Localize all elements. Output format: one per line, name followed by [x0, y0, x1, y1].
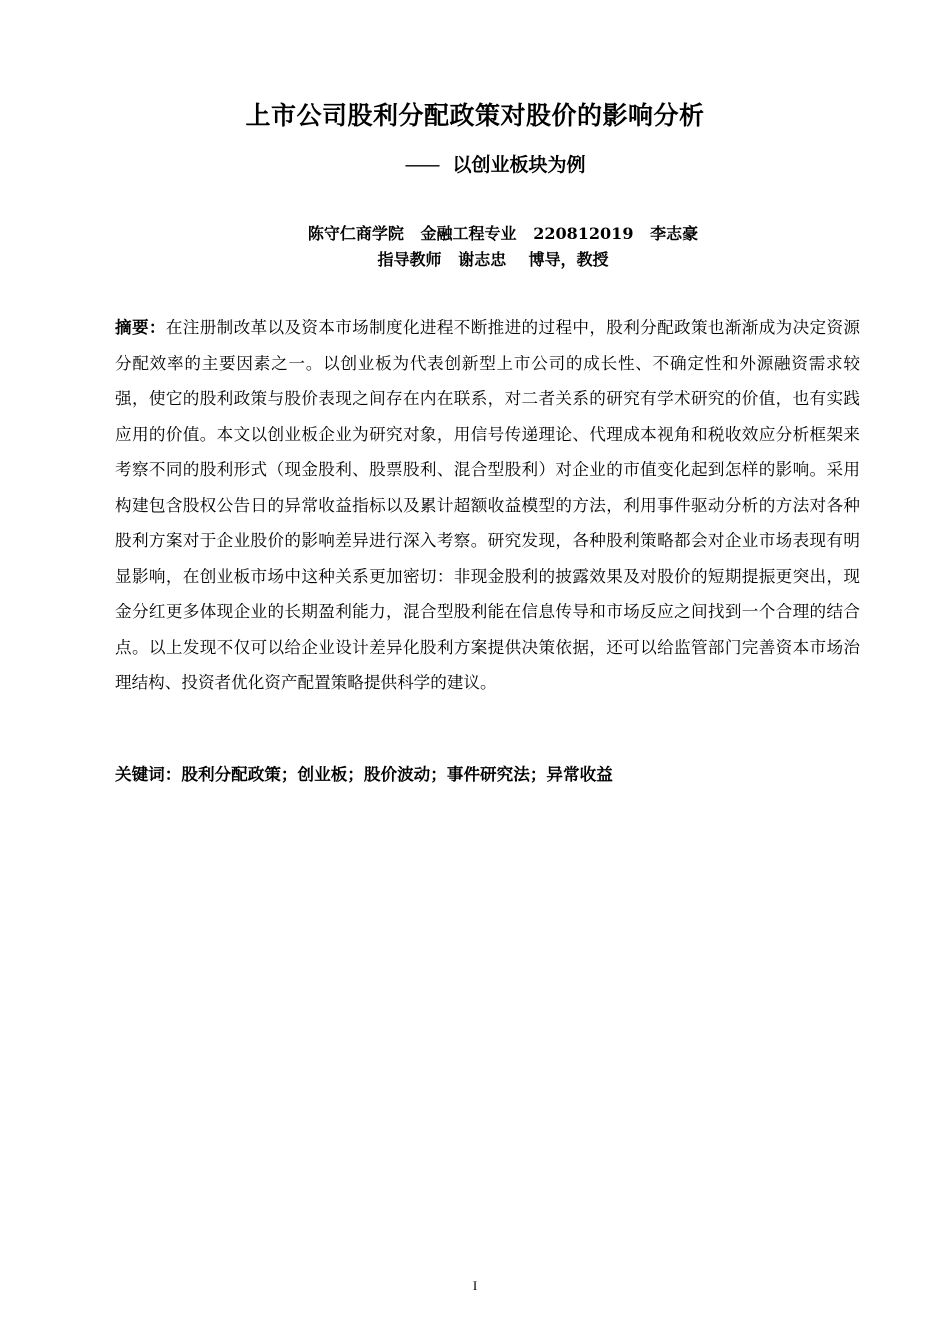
- paper-subtitle: [0, 150, 950, 177]
- keywords-label: 关键词：: [115, 765, 182, 784]
- keywords-text: 股利分配政策；创业板；股价波动；事件研究法；异常收益: [181, 765, 613, 784]
- subtitle-dash: ——: [404, 154, 439, 176]
- page-number: I: [472, 1278, 478, 1293]
- abstract: [115, 310, 860, 701]
- subtitle-text: 以创业板块为例: [452, 154, 586, 176]
- advisor-info: 指导教师 谢志忠 博导，教授: [377, 250, 609, 269]
- paper-title: 上市公司股利分配政策对股价的影响分析: [245, 101, 705, 130]
- keywords: [115, 760, 860, 790]
- abstract-text: 在注册制改革以及资本市场制度化进程不断推进的过程中，股利分配政策也渐渐成为决定资源分配效率的主要因素之一。以创业板为代表创新型上市公司的成长性、不确定性和外源融资需求较强，使它的股利政策与股价表现之间存在内在联系，对二者关系的研究有学术研究的价值，也有实践应用的价值。本文以创业板企业为研究对象，用信号传递理论、代理成本视角和税收效应分析框架来考察不同的股利形式（现金股利、股票股利、混合型股利）对企业的市值变化起到怎样的影响。采用构建包含股权公告日的异常收益指标以及累计超额收益模型的方法，利用事件驱动分析的方法对各种股利方案对于企业股价的影响差异进行深入考察。研究发现，各种股利策略都会对企业市场表现有明显影响，在创业板市场中这种关系更加密切：非现金股利的披露效果及对股价的短期提振更突出，现金分红更多体现企业的长期盈利能力，混合型股利能在信息传导和市场反应之间找到一个合理的结合点。以上发现不仅可以给企业设计差异化股利方案提供决策依据，还可以给监管部门完善资本市场治理结构、投资者优化资产配置策略提供科学的建议。: [115, 318, 861, 692]
- abstract-label: 摘要：: [115, 318, 166, 337]
- author-info: 陈守仁商学院 金融工程专业 220812019 李志豪: [307, 224, 699, 243]
